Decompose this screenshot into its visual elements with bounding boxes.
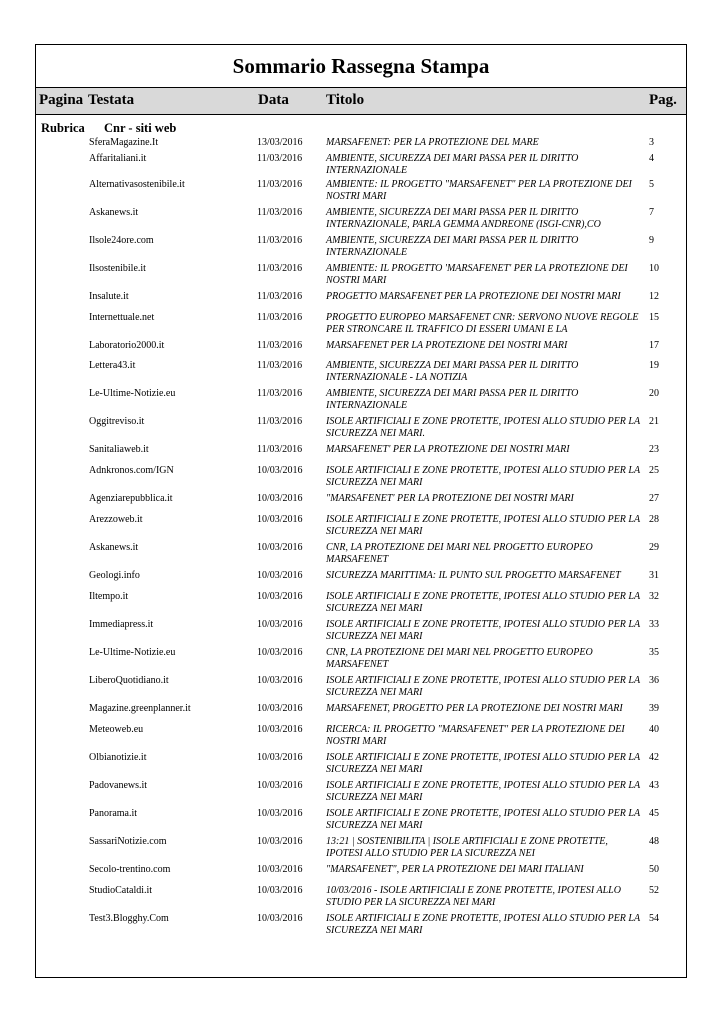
header-pag: Pag. <box>649 92 677 108</box>
row-testata: Immediapress.it <box>89 619 154 630</box>
row-titolo: 13:21 | SOSTENIBILITA | ISOLE ARTIFICIALI E ZONE PROTETTE, IPOTESI ALLO STUDIO PER LA SICUREZZA NEI <box>326 836 608 859</box>
row-titolo: ISOLE ARTIFICIALI E ZONE PROTETTE, IPOTESI ALLO STUDIO PER LA SICUREZZA NEI MARI <box>326 913 640 936</box>
row-pag: 27 <box>649 493 659 504</box>
row-data: 10/03/2016 <box>257 514 303 525</box>
row-titolo: MARSAFENET' PER LA PROTEZIONE DEI NOSTRI MARI <box>326 444 570 455</box>
row-pag: 42 <box>649 752 659 763</box>
row-testata: Alternativasostenibile.it <box>89 179 185 190</box>
row-data: 10/03/2016 <box>257 780 303 791</box>
row-titolo: AMBIENTE, SICUREZZA DEI MARI PASSA PER IL DIRITTO INTERNAZIONALE <box>326 388 579 411</box>
row-pag: 10 <box>649 263 659 274</box>
row-data: 11/03/2016 <box>257 153 303 164</box>
row-data: 11/03/2016 <box>257 388 303 399</box>
rubrica-row <box>36 115 686 137</box>
row-titolo: MARSAFENET PER LA PROTEZIONE DEI NOSTRI MARI <box>326 340 568 351</box>
row-data: 11/03/2016 <box>257 340 303 351</box>
row-titolo: ISOLE ARTIFICIALI E ZONE PROTETTE, IPOTESI ALLO STUDIO PER LA SICUREZZA NEI MARI <box>326 514 640 537</box>
row-testata: Olbianotizie.it <box>89 752 147 763</box>
row-pag: 31 <box>649 570 659 581</box>
row-pag: 9 <box>649 235 654 246</box>
row-testata: Adnkronos.com/IGN <box>89 465 174 476</box>
row-testata: Ilsostenibile.it <box>89 263 146 274</box>
row-pag: 15 <box>649 312 659 323</box>
row-testata: Secolo-trentino.com <box>89 864 171 875</box>
row-titolo: ISOLE ARTIFICIALI E ZONE PROTETTE, IPOTESI ALLO STUDIO PER LA SICUREZZA NEI MARI. <box>326 416 640 439</box>
row-pag: 19 <box>649 360 659 371</box>
row-titolo: PROGETTO MARSAFENET PER LA PROTEZIONE DEI NOSTRI MARI <box>326 291 621 302</box>
row-testata: Askanews.it <box>89 207 139 218</box>
row-titolo: "MARSAFENET", PER LA PROTEZIONE DEI MARI ITALIANI <box>326 864 584 875</box>
row-titolo: AMBIENTE, SICUREZZA DEI MARI PASSA PER IL DIRITTO INTERNAZIONALE <box>326 235 579 258</box>
row-titolo: ISOLE ARTIFICIALI E ZONE PROTETTE, IPOTESI ALLO STUDIO PER LA SICUREZZA NEI MARI <box>326 780 640 803</box>
row-testata: StudioCataldi.it <box>89 885 153 896</box>
row-testata: Internettuale.net <box>89 312 155 323</box>
row-data: 11/03/2016 <box>257 235 303 246</box>
row-data: 10/03/2016 <box>257 542 303 553</box>
row-pag: 25 <box>649 465 659 476</box>
row-data: 10/03/2016 <box>257 675 303 686</box>
row-data: 10/03/2016 <box>257 570 303 581</box>
row-pag: 43 <box>649 780 659 791</box>
row-testata: LiberoQuotidiano.it <box>89 675 169 686</box>
row-data: 10/03/2016 <box>257 885 303 896</box>
row-pag: 20 <box>649 388 659 399</box>
row-titolo: 10/03/2016 - ISOLE ARTIFICIALI E ZONE PROTETTE, IPOTESI ALLO STUDIO PER LA SICUREZZA NEI MARI <box>326 885 621 908</box>
row-testata: Affaritaliani.it <box>89 153 147 164</box>
row-pag: 52 <box>649 885 659 896</box>
row-testata: Le-Ultime-Notizie.eu <box>89 388 176 399</box>
row-testata: Meteoweb.eu <box>89 724 144 735</box>
header-testata: Testata <box>88 92 135 108</box>
row-testata: Lettera43.it <box>89 360 136 371</box>
row-testata: Padovanews.it <box>89 780 148 791</box>
row-testata: Agenziarepubblica.it <box>89 493 173 504</box>
row-data: 10/03/2016 <box>257 465 303 476</box>
row-testata: Sanitaliaweb.it <box>89 444 149 455</box>
row-pag: 23 <box>649 444 659 455</box>
row-testata: Arezzoweb.it <box>89 514 143 525</box>
row-pag: 5 <box>649 179 654 190</box>
row-data: 10/03/2016 <box>257 836 303 847</box>
document-frame <box>35 44 687 978</box>
row-testata: Panorama.it <box>89 808 138 819</box>
row-pag: 28 <box>649 514 659 525</box>
row-testata: Ilsole24ore.com <box>89 235 154 246</box>
row-data: 10/03/2016 <box>257 752 303 763</box>
row-testata: SferaMagazine.It <box>89 137 159 148</box>
row-data: 13/03/2016 <box>257 137 303 148</box>
row-pag: 48 <box>649 836 659 847</box>
row-data: 10/03/2016 <box>257 619 303 630</box>
rubrica-label: Rubrica <box>41 121 85 135</box>
row-testata: SassariNotizie.com <box>89 836 167 847</box>
row-pag: 36 <box>649 675 659 686</box>
row-pag: 45 <box>649 808 659 819</box>
row-titolo: PROGETTO EUROPEO MARSAFENET CNR: SERVONO NUOVE REGOLE PER STRONCARE IL TRAFFICO DI ESSERI UMANI E LA <box>326 312 639 335</box>
row-titolo: AMBIENTE, SICUREZZA DEI MARI PASSA PER IL DIRITTO INTERNAZIONALE, PARLA GEMMA ANDREONE (ISGI-CNR),CO <box>326 207 601 230</box>
row-pag: 39 <box>649 703 659 714</box>
row-titolo: "MARSAFENET' PER LA PROTEZIONE DEI NOSTRI MARI <box>326 493 574 504</box>
row-data: 10/03/2016 <box>257 808 303 819</box>
row-testata: Test3.Blogghy.Com <box>89 913 169 924</box>
row-data: 11/03/2016 <box>257 416 303 427</box>
row-titolo: AMBIENTE: IL PROGETTO 'MARSAFENET' PER LA PROTEZIONE DEI NOSTRI MARI <box>326 263 628 286</box>
row-data: 10/03/2016 <box>257 647 303 658</box>
row-titolo: ISOLE ARTIFICIALI E ZONE PROTETTE, IPOTESI ALLO STUDIO PER LA SICUREZZA NEI MARI <box>326 752 640 775</box>
row-data: 11/03/2016 <box>257 179 303 190</box>
row-titolo: RICERCA: IL PROGETTO "MARSAFENET" PER LA PROTEZIONE DEI NOSTRI MARI <box>326 724 625 747</box>
row-testata: Iltempo.it <box>89 591 129 602</box>
row-titolo: ISOLE ARTIFICIALI E ZONE PROTETTE, IPOTESI ALLO STUDIO PER LA SICUREZZA NEI MARI <box>326 619 640 642</box>
header-data: Data <box>258 92 289 108</box>
row-titolo: ISOLE ARTIFICIALI E ZONE PROTETTE, IPOTESI ALLO STUDIO PER LA SICUREZZA NEI MARI <box>326 591 640 614</box>
row-testata: Askanews.it <box>89 542 139 553</box>
row-testata: Insalute.it <box>89 291 129 302</box>
row-pag: 7 <box>649 207 654 218</box>
header-titolo: Titolo <box>326 92 365 108</box>
row-pag: 4 <box>649 153 654 164</box>
row-testata: Oggitreviso.it <box>89 416 145 427</box>
row-testata: Geologi.info <box>89 570 140 581</box>
row-data: 10/03/2016 <box>257 493 303 504</box>
row-pag: 33 <box>649 619 659 630</box>
row-pag: 54 <box>649 913 659 924</box>
row-pag: 12 <box>649 291 659 302</box>
row-data: 10/03/2016 <box>257 591 303 602</box>
row-titolo: SICUREZZA MARITTIMA: IL PUNTO SUL PROGETTO MARSAFENET <box>326 570 621 581</box>
row-data: 10/03/2016 <box>257 724 303 735</box>
row-pag: 40 <box>649 724 659 735</box>
header-pagina: Pagina <box>39 92 84 108</box>
row-titolo: ISOLE ARTIFICIALI E ZONE PROTETTE, IPOTESI ALLO STUDIO PER LA SICUREZZA NEI MARI <box>326 808 640 831</box>
row-titolo: AMBIENTE, SICUREZZA DEI MARI PASSA PER IL DIRITTO INTERNAZIONALE <box>326 153 579 176</box>
rubrica-name: Cnr - siti web <box>104 121 177 135</box>
row-pag: 21 <box>649 416 659 427</box>
row-pag: 32 <box>649 591 659 602</box>
row-data: 11/03/2016 <box>257 444 303 455</box>
row-titolo: MARSAFENET: PER LA PROTEZIONE DEL MARE <box>326 137 539 148</box>
page-title: Sommario Rassegna Stampa <box>232 53 490 78</box>
row-pag: 35 <box>649 647 659 658</box>
row-titolo: CNR, LA PROTEZIONE DEI MARI NEL PROGETTO EUROPEO MARSAFENET <box>326 647 593 670</box>
row-titolo: ISOLE ARTIFICIALI E ZONE PROTETTE, IPOTESI ALLO STUDIO PER LA SICUREZZA NEI MARI <box>326 465 640 488</box>
row-data: 10/03/2016 <box>257 703 303 714</box>
table-header <box>36 87 686 115</box>
row-pag: 29 <box>649 542 659 553</box>
row-pag: 50 <box>649 864 659 875</box>
row-data: 11/03/2016 <box>257 291 303 302</box>
row-titolo: AMBIENTE: IL PROGETTO "MARSAFENET" PER LA PROTEZIONE DEI NOSTRI MARI <box>326 179 632 202</box>
row-data: 11/03/2016 <box>257 312 303 323</box>
row-titolo: ISOLE ARTIFICIALI E ZONE PROTETTE, IPOTESI ALLO STUDIO PER LA SICUREZZA NEI MARI <box>326 675 640 698</box>
row-pag: 17 <box>649 340 659 351</box>
row-testata: Magazine.greenplanner.it <box>89 703 191 714</box>
row-testata: Laboratorio2000.it <box>89 340 165 351</box>
row-titolo: CNR, LA PROTEZIONE DEI MARI NEL PROGETTO EUROPEO MARSAFENET <box>326 542 593 565</box>
row-data: 11/03/2016 <box>257 360 303 371</box>
row-titolo: MARSAFENET, PROGETTO PER LA PROTEZIONE DEI NOSTRI MARI <box>326 703 623 714</box>
row-data: 10/03/2016 <box>257 913 303 924</box>
row-data: 11/03/2016 <box>257 263 303 274</box>
row-data: 11/03/2016 <box>257 207 303 218</box>
row-titolo: AMBIENTE, SICUREZZA DEI MARI PASSA PER IL DIRITTO INTERNAZIONALE - LA NOTIZIA <box>326 360 579 383</box>
row-testata: Le-Ultime-Notizie.eu <box>89 647 176 658</box>
row-data: 10/03/2016 <box>257 864 303 875</box>
row-pag: 3 <box>649 137 654 148</box>
